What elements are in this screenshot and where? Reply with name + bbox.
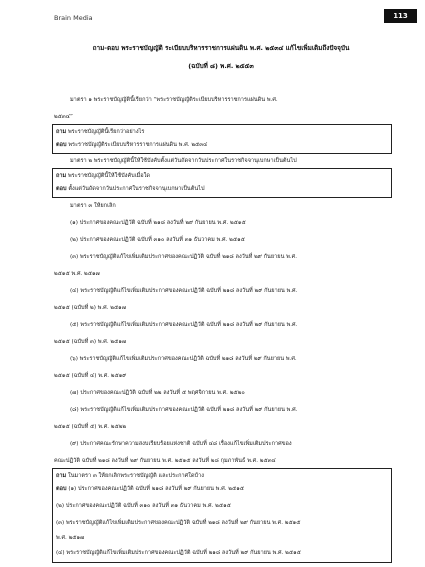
- question-label: ถาม: [56, 129, 67, 135]
- repeal-item: (๓) พระราชบัญญัติแก้ไขเพิ่มเติมประกาศของคณะปฏิวัติ ฉบับที่ ๒๑๘ ลงวันที่ ๒๙ กันยายน พ.ศ.: [70, 254, 297, 260]
- repeal-item-cont: ๒๕๑๕ พ.ศ. ๒๕๑๗: [54, 271, 100, 277]
- answer-line: (๔) พระราชบัญญัติแก้ไขเพิ่มเติมประกาศของคณะปฏิวัติ ฉบับที่ ๒๑๘ ลงวันที่ ๒๙ กันยายน พ.ศ. ๒๕๑๕: [56, 550, 301, 556]
- repeal-item: (๙) ประกาศคณะรักษาความสงบเรียบร้อยแห่งชาติ ฉบับที่ ๔๘ เรื่องแก้ไขเพิ่มเติมประกาศของ: [70, 441, 292, 447]
- repeal-item: (๕) พระราชบัญญัติแก้ไขเพิ่มเติมประกาศของคณะปฏิวัติ ฉบับที่ ๒๑๘ ลงวันที่ ๒๙ กันยายน พ.ศ.: [70, 322, 298, 328]
- qa-box-3-answer: [56, 485, 244, 493]
- page-number-badge: 113: [384, 9, 417, 23]
- question-label: ถาม: [56, 173, 67, 179]
- answer-line: (๒) ประกาศของคณะปฏิวัติ ฉบับที่ ๓๑๐ ลงวันที่ ๓๑ ธันวาคม พ.ศ. ๒๕๑๕: [56, 503, 231, 509]
- repeal-item: (๔) พระราชบัญญัติแก้ไขเพิ่มเติมประกาศของคณะปฏิวัติ ฉบับที่ ๒๑๘ ลงวันที่ ๒๙ กันยายน พ.ศ.: [70, 288, 298, 294]
- repeal-item: (๗) ประกาศของคณะปฏิวัติ ฉบับที่ ๒๒ ลงวันที่ ๕ พฤศจิกายน พ.ศ. ๒๕๒๐: [70, 390, 245, 396]
- question-text: พระราชบัญญัตินี้ให้ใช้บังคับเมื่อใด: [68, 173, 151, 179]
- repeal-item: (๑) ประกาศของคณะปฏิวัติ ฉบับที่ ๒๑๘ ลงวันที่ ๒๙ กันยายน พ.ศ. ๒๕๑๕: [70, 220, 246, 226]
- page-subtitle: (ฉบับที่ ๘) พ.ศ. ๒๕๕๓: [188, 62, 254, 70]
- answer-label: ตอบ: [56, 186, 67, 192]
- qa-box-3-question: [56, 472, 204, 480]
- answer-text: (๑) ประกาศของคณะปฏิวัติ ฉบับที่ ๒๑๘ ลงวันที่ ๒๙ กันยายน พ.ศ. ๒๕๑๕: [68, 486, 245, 492]
- question-label: ถาม: [56, 473, 67, 479]
- qa-box-1-question: [56, 128, 144, 136]
- page-title: ถาม-ตอบ พระราชบัญญัติ ระเบียบบริหารราชการแผ่นดิน พ.ศ. ๒๕๓๔ แก้ไขเพิ่มเติมถึงปัจจุบัน: [92, 44, 350, 52]
- question-text: ในมาตรา ๓ ให้ยกเลิกพระราชบัญญัติ และประกาศใดบ้าง: [68, 473, 204, 479]
- qa-box-2-question: [56, 172, 150, 180]
- repeal-item-cont: ๒๕๑๕ (ฉบับที่ ๔) พ.ศ. ๒๕๑๙: [54, 373, 127, 379]
- repeal-item-cont: ๒๕๑๕ (ฉบับที่ ๕) พ.ศ. ๒๕๒๒: [54, 424, 127, 430]
- answer-label: ตอบ: [56, 142, 67, 148]
- repeal-item-cont: ๒๕๑๕ (ฉบับที่ ๒) พ.ศ. ๒๕๑๗: [54, 305, 126, 311]
- answer-label: ตอบ: [56, 486, 67, 492]
- qa-box-2-answer: [56, 185, 205, 193]
- answer-line: (๓) พระราชบัญญัติแก้ไขเพิ่มเติมประกาศของคณะปฏิวัติ ฉบับที่ ๒๑๘ ลงวันที่ ๒๙ กันยายน พ.ศ. ๒๕๑๕: [56, 520, 301, 526]
- repeal-item: (๖) พระราชบัญญัติแก้ไขเพิ่มเติมประกาศของคณะปฏิวัติ ฉบับที่ ๒๑๘ ลงวันที่ ๒๙ กันยายน พ.ศ.: [70, 356, 297, 362]
- answer-text: ตั้งแต่วันถัดจากวันประกาศในราชกิจจานุเบกษาเป็นต้นไป: [68, 186, 205, 192]
- repeal-item: (๒) ประกาศของคณะปฏิวัติ ฉบับที่ ๓๑๐ ลงวันที่ ๓๑ ธันวาคม พ.ศ. ๒๕๑๕: [70, 237, 245, 243]
- answer-text: พระราชบัญญัติระเบียบบริหารราชการแผ่นดิน พ.ศ. ๒๕๓๔: [68, 142, 208, 148]
- repeal-item: (๘) พระราชบัญญัติแก้ไขเพิ่มเติมประกาศของคณะปฏิวัติ ฉบับที่ ๒๑๘ ลงวันที่ ๒๙ กันยายน พ.ศ.: [70, 407, 298, 413]
- section-1-text: มาตรา ๑ พระราชบัญญัตินี้เรียกว่า “พระราชบัญญัติระเบียบบริหารราชการแผ่นดิน พ.ศ.: [70, 97, 278, 103]
- repeal-item-cont: ๒๕๑๕ (ฉบับที่ ๓) พ.ศ. ๒๕๑๗: [54, 339, 127, 345]
- repeal-item-cont: คณะปฏิวัติ ฉบับที่ ๒๑๘ ลงวันที่ ๒๙ กันยายน พ.ศ. ๒๕๑๕ ลงวันที่ ๒๘ กุมภาพันธ์ พ.ศ. ๒๕๓๔: [54, 458, 276, 464]
- answer-line: พ.ศ. ๒๕๑๗: [56, 535, 85, 541]
- section-3-text: มาตรา ๓ ให้ยกเลิก: [70, 203, 116, 209]
- brand-label: Brain Media: [54, 14, 93, 22]
- qa-box-1-answer: [56, 141, 207, 149]
- question-text: พระราชบัญญัตินี้เรียกว่าอย่างไร: [68, 129, 145, 135]
- section-1-text-cont: ๒๕๓๔”: [54, 114, 73, 120]
- section-2-text: มาตรา ๒ พระราชบัญญัตินี้ให้ใช้บังคับตั้งแต่วันถัดจากวันประกาศในราชกิจจานุเบกษาเป็นต้นไป: [70, 158, 297, 164]
